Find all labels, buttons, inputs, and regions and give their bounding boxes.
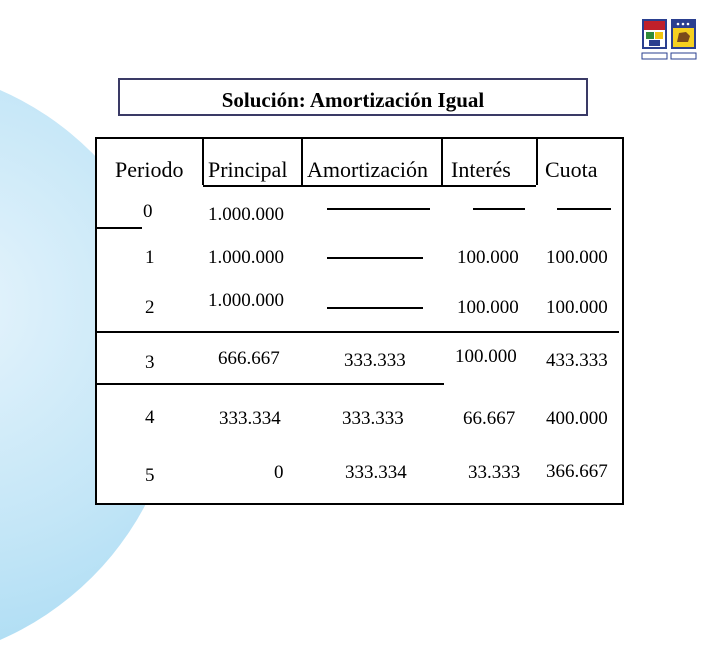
row-rule-3 [95,383,444,385]
university-crest-logo [640,18,698,62]
cell-periodo: 2 [145,297,155,318]
header-cuota: Cuota [545,157,598,182]
header-divider-2 [301,137,303,185]
cell-principal: 1.000.000 [208,247,284,268]
header-divider-4 [536,137,538,185]
cell-cuota: 400.000 [546,408,608,429]
cell-principal: 1.000.000 [208,204,284,225]
cell-interes: 66.667 [463,408,516,429]
cell-cuota: 100.000 [546,297,608,318]
cell-interes: 100.000 [455,346,517,367]
row-rule-2 [95,331,619,333]
header-divider-3 [441,137,443,185]
cell-principal: 333.334 [219,408,281,429]
header-interes: Interés [451,157,511,182]
amortization-table [95,137,624,505]
header-periodo: Periodo [115,157,184,182]
empty-cell-dash [473,208,525,210]
header-amortizacion: Amortización [307,157,428,182]
header-principal: Principal [208,157,288,182]
slide-title-box [118,78,588,116]
cell-cuota: 433.333 [546,350,608,371]
header-rule [203,185,536,187]
row-rule-0 [97,227,142,229]
cell-principal: 666.667 [218,348,280,369]
cell-interes: 33.333 [468,462,521,483]
cell-amortizacion: 333.333 [342,408,404,429]
cell-cuota: 366.667 [546,461,608,482]
empty-cell-dash [327,307,423,309]
cell-principal: 1.000.000 [208,290,284,311]
cell-periodo: 4 [145,407,155,428]
slide-title: Solución: Amortización Igual [221,88,485,112]
cell-periodo: 1 [145,247,155,268]
empty-cell-dash [327,208,430,210]
cell-interes: 100.000 [457,247,519,268]
cell-amortizacion: 333.334 [345,462,407,483]
cell-amortizacion: 333.333 [344,350,406,371]
cell-cuota: 100.000 [546,247,608,268]
header-divider-1 [202,137,204,185]
cell-interes: 100.000 [457,297,519,318]
empty-cell-dash [557,208,611,210]
empty-cell-dash [327,257,423,259]
cell-periodo: 0 [143,201,153,222]
cell-periodo: 3 [145,352,155,373]
cell-principal: 0 [274,462,284,483]
cell-periodo: 5 [145,465,155,486]
